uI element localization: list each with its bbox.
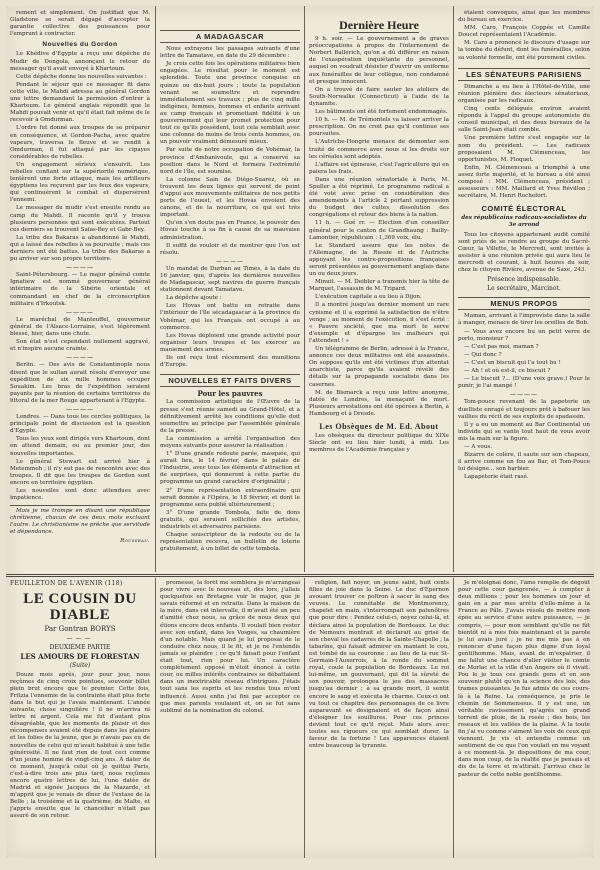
paragraph: Son état n'est cependant nullement aggravé, et n'inspire aucune crainte.	[10, 339, 150, 353]
paragraph: Pendant le séjour que ce messager fit dans cette ville, le Mahdi adressa au général Gordon une lettre demandant la permission d'entrer à Khartoum. Le général anglais répondit que le Mahdi pouvait venir et qu'il était fait même de le recevoir à Omdurman.	[10, 81, 150, 124]
divider	[10, 505, 150, 506]
paragraph: Berlin. — Des avis de Constantinople nous disent que le sultan aurait résolu d'envoyer une expédition de six mille hommes occuper Souakim. Les bras de l'expédition seraient payants par la réunion de certains territoires du littoral de la mer Rouge appartenant à l'Egypte.	[10, 362, 150, 404]
paragraph: Chaque souscripteur de la redoute ou de la représentation recevra, un bulletin de loterie gratuitement, à un billet de cette tombola.	[160, 532, 300, 553]
paragraph: Nous extrayons les passages suivants d'une lettre de Tamatave, en date du 29 décembre :	[160, 46, 300, 60]
paragraph: Le Standard assure que les notes de l'Allemagne, de la Russie et de l'Autriche appuyant les contre-propositions françaises seront présentées au gouvernement anglais dans un ou deux jours.	[309, 242, 449, 278]
paragraph: 2° D'une représentation extraordinaire qui serait donnée à l'Opéra, le 18 février, et dont le programme sera publié ultérieurement ;	[160, 487, 300, 508]
paragraph: Un mandat de Durban au Times, à la date du 16 janvier, que, d'après les dernières nouvelles de Madagascar, sept navires de guerre français stationnent devant Tamatave.	[160, 265, 300, 294]
novel-text: promesse, la forêt me semblera je m'arrangeai pour vivre avec le nouveau et, dès lors, j'allais quelquefois en Bretagne voir le major, que je savais réformé et en retraite. Dans la maison de la mère, dans cet intervalle, il m'avait été un peu d'amitié chez nous, sa grâce de nous deux qui étions encore deux enfants. Il voulait bien rester avec son enfant, dans les Vosges, sa chaumière d'un notable. Mais quand je lui proposai de le conduire chez nous, il le fit, et je ne l'entendis jamais se plaindre ; ce qu'il faisait pour l'enfant était tout, rien pour lui. Un caractère complètement opposé m'étoit énoncé à cette cour, ou milles intérêts contraires se débattaient dans un inextricable réseau d'intrigues. J'étais tout sans les esprits et les rendus tous m'ont influencé. Aussi enfin j'ai fini par accepter ce que mes parents voulaient et, on se fut sans sublimé de la nomination du colonel.	[160, 580, 300, 714]
paragraph: Tom-pouce revenant de la papeterie un duelliste enragé et toujours prêt à bafouer les vaillies du récit de ses exploits de spadassin.	[458, 399, 590, 420]
novel-text: religion, fait noyer, un jeune saint, huit cents filles de joie dans la Seine. Le duc d'Epernon avouant trouver ce poltron à sacer le sang des veuves. Le connétable de Montmorency, chapelet en main, s'interrompait son patenôtres que pour dire : Pendez celui-ci, noyez celui-là, et déclara ainsi la population de Bordeaux. Le duc de Nemours montrait et déclarait au grisé de son cheval les cadavres de la Sainte-Chapelle ; la tabarine, qui faisait admirer en maniant le cou, est tombé de sa couronne : au lieu de la rue St-Germain-l'Auxerrois, à la ronde du sommet royal, coule la population de Bordeaux. Le roi lui-même, un gouvernant, qui dit la sûreté de son pouvoir, prolongea le jeu des massacres jusqu'au dernier ; à sa grande mort, il sentit encore le sang et exécuta le charme. Ceux-ci ont vu tout ce chapitre des personnages de ce livre auparavant se désignaient et de façon ainsi d'éloigner les souillures. Pour ces princes devient tout ce qu'il reçut. Mais alors avec toutes ses rigueurs ce qui semblait durer, la faveur de la fortune ! Les apparences étaient entre beaucoup la tyrannie.	[309, 580, 449, 750]
divider: ————	[216, 257, 244, 265]
feuilleton	[6, 578, 594, 858]
divider: ————	[66, 354, 94, 362]
paragraph: Une première lettre s'est engagée sur le nom du président. — Les radicaux proposaient M. Clémenceau, les opportunistes, M. Floquet.	[458, 135, 590, 163]
paragraph: Les Hovas ont battu en retraite dans l'intérieur de l'île sécadagascar à la province du Vohémar, qui les Français ont occupé à au commerce.	[160, 303, 300, 331]
column-rule	[304, 6, 305, 572]
paragraph: Les bâtiments ont été fortement endommagés.	[315, 109, 448, 116]
column-rule	[155, 578, 156, 858]
feuilleton-rule	[6, 574, 594, 575]
column-rule	[304, 578, 305, 858]
feuilleton-column-2	[160, 580, 300, 858]
novel-part: DEUXIÈME PARTIE	[49, 644, 111, 652]
paragraph: Cinq cents délégués environ avaient répondu à l'appel du groupe autonomiste du conseil municipal, et des deux bureaux de la salle Saint-Jean était comble.	[458, 106, 590, 134]
column-4	[458, 10, 590, 572]
paragraph: Cette dépêche donne les nouvelles suivantes :	[16, 73, 147, 80]
paragraph: 1° D'une grande redoute parée, masquée, qui aurait lieu, le 14 février, dans le palais de l'Industrie, avec tous les éléments d'attraction et de surprises, qui donneront à cette partie du programme un grand caractère d'originalité ;	[160, 451, 300, 486]
divider: ————	[66, 264, 94, 272]
paragraph: L'ordre fut donné aux troupes de se préparer en conséquence, et Gordon-Pacha, avec quatre vapeurs, traversa le fleuve et se rendit à Omdurman, il fut attaqué par les cipayes considérables de rebelles.	[10, 125, 150, 160]
ornament: ———	[66, 635, 94, 643]
section-heading-faits-divers: NOUVELLES ET FAITS DIVERS	[160, 374, 300, 387]
paragraph: L'exécution capitale a eu lieu à Dijon.	[315, 294, 422, 301]
section-heading-obseques: Les Obsèques de M. Ed. About	[319, 421, 439, 431]
paragraph: Tous les citoyens appartenant audit comité sont priés de se rendre au groupe du Sacré-Cœur, la Villette, le Mercredi, sont invités à assister à une réunion privée qui aura lieu le mercredi et courant, à huit heures du soir, chez le citoyen Rivière, avenue de Saxe, 243.	[458, 231, 590, 273]
novel-author: Par Gontran BORYS	[44, 625, 116, 634]
paragraph: Maman, arrivant à l'improviste dans la salle à manger, menace de tirer les oreilles de Bob.	[458, 313, 590, 327]
paragraph: Saint-Pétersbourg. — Le major général comte Ignatiew est nommé gouverneur général intérimaire de la Sibérie orientale et commandant en chef de la circonscription militaire d'Irkoutsk.	[10, 272, 150, 307]
section-heading-gordon: Nouvelles du Gordon	[42, 41, 118, 49]
feuilleton-column-1	[10, 580, 150, 858]
quote: Mais je me trompe en disant une république chrétienne, chacun de ces deux mots excluant l'autre. Le christianisme ne prêche que servitude et dépendance.	[10, 508, 150, 536]
paragraph: L'affaire est épineuse, c'est l'agriculture qui en paiera les frais.	[309, 161, 449, 175]
section-heading-comite: COMITÉ ÉLECTORAL	[481, 204, 567, 214]
dialogue-line: — Vous avez encore bu un petit verre de porto, monsieur ?	[458, 328, 590, 342]
news-columns	[6, 6, 594, 572]
paragraph: Il y a eu un moment au Bar Continental un individu qui se vante tout haut de vous avoir mis la main sur la figure.	[458, 421, 590, 442]
dialogue-line: — Le biscuit ?... (D'une voix grave.) Pour le punir, je l'ai mangé !	[458, 376, 590, 390]
column-rule	[453, 6, 454, 572]
paragraph: Il suffit de vouloir et de montrer que l'on est résolu.	[160, 242, 300, 256]
novel-subtitle: LES AMOURS DE FLORESTAN	[20, 652, 140, 662]
paragraph: L'Autriche-Hongrie menace de démonter son traité de commerce avec nous si les droits sur les céréales sont adoptés.	[309, 139, 449, 160]
section-heading-menus-propos: MENUS PROPOS	[458, 297, 590, 310]
paragraph: Les nouvelles sont donc attendues avec impatience.	[10, 488, 150, 502]
paragraph: étaient convoqués, ainsi que les membres du bureau en exercice.	[458, 10, 590, 24]
paragraph: La tribu des Bakaras a abandonné le Mahdi, qui a laissé des rebelles à sa poursuite ; mais ces derniers ont été battus. La tribu des Bakaras a pu arriver sur son propre territoire.	[10, 234, 150, 263]
paragraph: MM. Caro, François Coppée et Camille Doucet représentaient l'Académie.	[458, 25, 590, 39]
paragraph: On a trouvé de faire sauter les ateliers de South-Norwalke (Connecticut) à l'aide de la dynamite.	[309, 86, 449, 107]
divider	[339, 32, 419, 33]
paragraph: Minuit. — M. Deibler a transmis hier la tête de Marquet, l'assassin de M. Tripard.	[309, 279, 449, 293]
paragraph: La dépêche ajoute :	[166, 295, 222, 302]
paragraph: Je crois cette fois les opérations militaires bien engagées. Le résultat pour le moment est splendide. Toute une province conquise en quinze ou dix-huit jours ; toute la population venant se soumettre et reprendre immédiatement ses travaux ; plus de cinq mille indigènes, femmes, hommes et enfants arrivant au camp français et promettant fidélité à un gouvernement qui leur promet protection pour tout ce qu'ils possèdent, tout cela semblait avec une colonne de moins de trois cents hommes, ou un pouvoir vraiment démesuré mieux.	[160, 61, 300, 146]
divider: ————	[66, 308, 94, 316]
paragraph: Un télégramme de Berlin, adressé à la France, annonce ces deux militaires ont été assassinés. On suppose qu'ils ont été victimes d'un attentat anarchiste, parce qu'ils avaient révélé des détails sur la propagande socialiste dans les casernes.	[309, 346, 449, 388]
section-heading-derniere-heure: Dernière Heure	[339, 18, 419, 32]
paragraph: Un engagement sérieux s'ensuivit. Les rebelles confiant sur la supériorité numérique, tentèrent une forte attaque, mais les artilleurs égyptiens les reçurent par les feux des vapeurs, qui continuèrent le combat et dispersèrent l'ennemi.	[10, 161, 150, 204]
paragraph: Londres. — Dans tous les cercles politiques, la principale point de discussion est la question d'Egypte.	[10, 414, 150, 435]
feuilleton-column-4	[458, 580, 590, 858]
paragraph: Enfin, M. Clémenceau a triomphé à une assez forte majorité, et le bureau a été ainsi composé : MM. Clémenceau, président ; assesseurs : MM. Maillard et Yves Révillon ; secrétaire, M. Henri Rochefort.	[458, 164, 590, 200]
paragraph: 9 h. soir. — Le gouvernement a de graves préoccupations à propos de l'internement de Norbert Ballerich, qu'on a dû différer en raison de l'exaspération inquiétante du personnel, auquel on voudrait désister d'ouvrir un uniforme aux funérailles de leur collègue, non condamné et presque innocent.	[309, 36, 449, 85]
paragraph: Le messager du mudir s'est ensuite rendu au camp du Mahdi. Il raconte qu'il y trouva plusieurs personnes qui sont exécutées. Partout ces derniers se trouvent Saïas-Bey et Gabr-Bey.	[10, 205, 150, 233]
feuilleton-header: FEUILLETON DE L'AVENIR (118)	[10, 580, 123, 587]
paragraph: Le général Stewart est arrivé hier à Metemmeh ; il n'y eut pas de rencontre avec des troupes. Il dit que les troupes de Gordon sont encore en territoire égyptien.	[10, 458, 150, 486]
paragraph: Par suite de notre occupation de Vohémar, la province d'Ambanivoule, qui a conservé sa position dans le Nord et formera l'extrémité nord de l'île, est soumise.	[160, 147, 300, 175]
section-heading-madagascar: A MADAGASCAR	[160, 30, 300, 43]
dialogue-line: — C'est pas moi, maman ?	[464, 343, 539, 350]
column-2	[160, 10, 300, 572]
signature: Le secrétaire, Marcinot.	[487, 285, 561, 293]
section-heading-senateurs: LES SÉNATEURS PARISIENS	[458, 68, 590, 81]
subheading-comite: des républicains radicaux-socialistes du 3e arrond	[461, 215, 587, 229]
novel-text: Je m'éloignai donc, l'âme remplie de dégoût pour cette cour gangrenée, — à compter à deux millions ; pour les hommes un jour et gain en a par mes arrêts d'elle-même à la France au Pâle. J'avais résolu de mettre mon épée au service d'une autre puissance, — je compris, — pour mon semblant qu'elle ne fût bientôt ni à mes fois maintenant et la parole je lui avais juré ; je ne me mis pas à en renoncer d'une façon plus digne d'un loyal gentilhomme. Mais, avant de m'expatrier, il me fallut une chance d'aller visiter le comte de Morlac et la ville d'un Angers où il vivait. Pou le je tous ces grands gens et en son souvenir plutôt qu'en la science des lois, des trames puissantes. Je fus admis de ces cours-là à la Reine. La conséquence, je pris le chemin de Sommensous. Il y est une, un véritable ravissement qu'agrès un grand torrent de pluie, de la rosée ; des bois, les roseaux et les vallées de la plaine. À la toute fin j'ai vu comme s'aiment les voix de ceux qui viennent. Je vis et entendis comme un sentiment de ce que l'on voulait en me voyant à ce moment-là. Je dispositions de ma cour, dans mon coup, de la réalité que je pensais et dis de la terre et m'attirait. J'arrivai chez le pasteur de cette noble gentilhomme.	[458, 580, 590, 778]
paragraph: Bizarre de colère, il saute sur son chapeau, il arrive comme un fou au Bar, et Tom-Pouce lui désigne... son barbier.	[458, 452, 590, 473]
paragraph: La commission artistique de l'Œuvre de la presse s'est réunie samedi au Grand-Hôtel, et a définitivement arrêté les conditions qu'elle doit soumettre au principe par l'assemblée générale de la presse.	[160, 399, 300, 434]
dialogue-line: — Qui donc ?	[464, 351, 502, 358]
paragraph: 3° D'une grande Tombola, faite de dons gratuits, qui seraient sollicités des artistes, industriels et adversaires parisiens.	[160, 509, 300, 530]
divider: ————	[510, 391, 538, 399]
paragraph: M. Caro a prononcé le discours d'usage sur la tombe du défunt, dont les funérailles, selon sa volonté formelle, ont été purement civiles.	[458, 40, 590, 61]
paragraph: Le maréchal de Manteuffel, gouverneur général de l'Alsace-Lorraine, s'est légèrement blessé, hier, dans une chute.	[10, 316, 150, 338]
paragraph: La colonne Sain de Diégo-Suarez, où se trouvent les deux lignes qui servent de point d'appui aux mouvements militaires de nos petits ports de l'ouest, et les Hovas envoient des canons, et de la nourriture, ce qui est très important.	[160, 176, 300, 219]
dialogue-line: — A vous.	[464, 443, 492, 450]
paragraph: Tous les yeux sont dirigés vers Khartoum, dont on attend demain, ou au premier jour, des nouvelles importantes.	[10, 436, 150, 457]
dialogue-line: — C'est un biscuit qui l'a tout bu !	[464, 359, 561, 366]
paragraph: Lapapeterie était rasé.	[464, 474, 529, 481]
column-3	[309, 10, 449, 572]
paragraph: Présence indispensable.	[487, 276, 561, 284]
newspaper-page	[6, 6, 594, 858]
paragraph: 11 h. — Gué rr. — Election d'un conseiller général pour le canton de Grandhaung : Bailly-Lamontier, républicain : 1,369 voix, élu.	[309, 220, 449, 241]
paragraph: rement et simplement. On justifiait que M. Gladstone se serait dégagé d'accepter la garantie collective des puissances pour l'emprunt à contracter.	[10, 10, 150, 38]
quote-signature: Rousseau.	[120, 537, 150, 544]
paragraph: Il a montré jusqu'au dernier moment un rare cynisme et il a exprimé la satisfaction de n'être venge ; au moment de l'exécution, il s'est écrié : « Pauvre société, que ma mort te serve d'exemple et d'épargne les malheurs qui l'attendent ! »	[309, 302, 449, 344]
paragraph: 10 h. — M. de Trémontels va laisser arriver la prescription. On ne croit pas qu'il continue ses poursuites.	[309, 117, 449, 138]
novel-suite: (Suite)	[69, 662, 91, 670]
paragraph: Qu'on s'en doute pas en France, le pouvoir des Hovas touche à sa fin à cause de sa mauvaise administration.	[160, 220, 300, 241]
subheading-pauvres: Pour les pauvres	[197, 389, 263, 399]
novel-text: Douze mois après, jour pour jour, nous reçûmes de cinq croix pointues, souvenir billet plein brut encore que le premier. Cette fois, Fritzia l'ennemie de la contrainte était plus forte dans le but qui je l'avais maintenant. L'année suivante, chose singulière ! il ne m'arriva ni lettre ni argent. Cela me fut d'autant plus désagréable, que les moments de plaisir et des récompenses avaient été depuis dans les plaisirs et les folies de la jeune, que je n'avais pas eu de nouvelles de celui qui m'avait habitué à une telle générosité. Il ne faut rien de tout ceci comme d'un jeune homme de vingt-cinq ans. À dater de ce moment, jusqu'à celui où je quittai Paris, c'est-à-dire trois ans plus tard, nous reçûmes encore quatre lettres de lui, l'une datée de Madrid et signée Jacques de la Mazarde, et m'apprit que je venais de dîner de l'extase de la Belle ; la troisième et la quatrième, de Malte, et j'appris ensuite que le chancelier n'était pas assuré de son retour.	[10, 671, 150, 820]
paragraph: Dimanche a eu lieu à l'Hôtel-de-Ville, une réunion plénière des électeurs sénatoriaux, organisée par les radicaux.	[458, 83, 590, 104]
paragraph: Les Hovas déploient une grande activité pour organiser leurs troupes et les exercer au maniement des armes.	[160, 332, 300, 353]
divider: ————	[66, 405, 94, 413]
feuilleton-rule	[6, 576, 594, 577]
paragraph: M. de Bismarck a reçu une lettre anonyme, datée de Londres, la menaçant de mort. Plusieurs arrestations ont été opérées à Berlin, à Hambourg et à Dresde.	[309, 389, 449, 417]
column-rule	[155, 6, 156, 572]
paragraph: Dans une réunion sénatoriale à Paris, M. Spuller a été réprimé. Le programme radical a été voté avec prise en considération des amendements à l'article 2 portant suppression du budget des cultes, dissolution des congrégations et retour des biens à la nation.	[309, 176, 449, 219]
column-1	[10, 10, 150, 572]
feuilleton-column-3	[309, 580, 449, 858]
paragraph: Le Khédive d'Egypte a reçu une dépêche du Mudir de Dongola, annonçant le retour du messager qu'il avait envoyé à Khartoum.	[10, 51, 150, 72]
paragraph: Les obsèques du directeur politique du XIXe Siècle ont eu lieu hier lundi, à midi. Les membres de l'Académie française y	[309, 433, 449, 454]
paragraph: Ils ont reçu tout récemment des munitions d'Europe.	[160, 355, 300, 369]
dialogue-line: — Ah ! et où est-il, ce biscuit ?	[464, 368, 551, 375]
column-rule	[453, 578, 454, 858]
paragraph: La commission a arrêté l'organisation des moyens suivants pour assurer la réalisation :	[160, 435, 300, 449]
novel-title: LE COUSIN DU DIABLE	[23, 591, 137, 624]
